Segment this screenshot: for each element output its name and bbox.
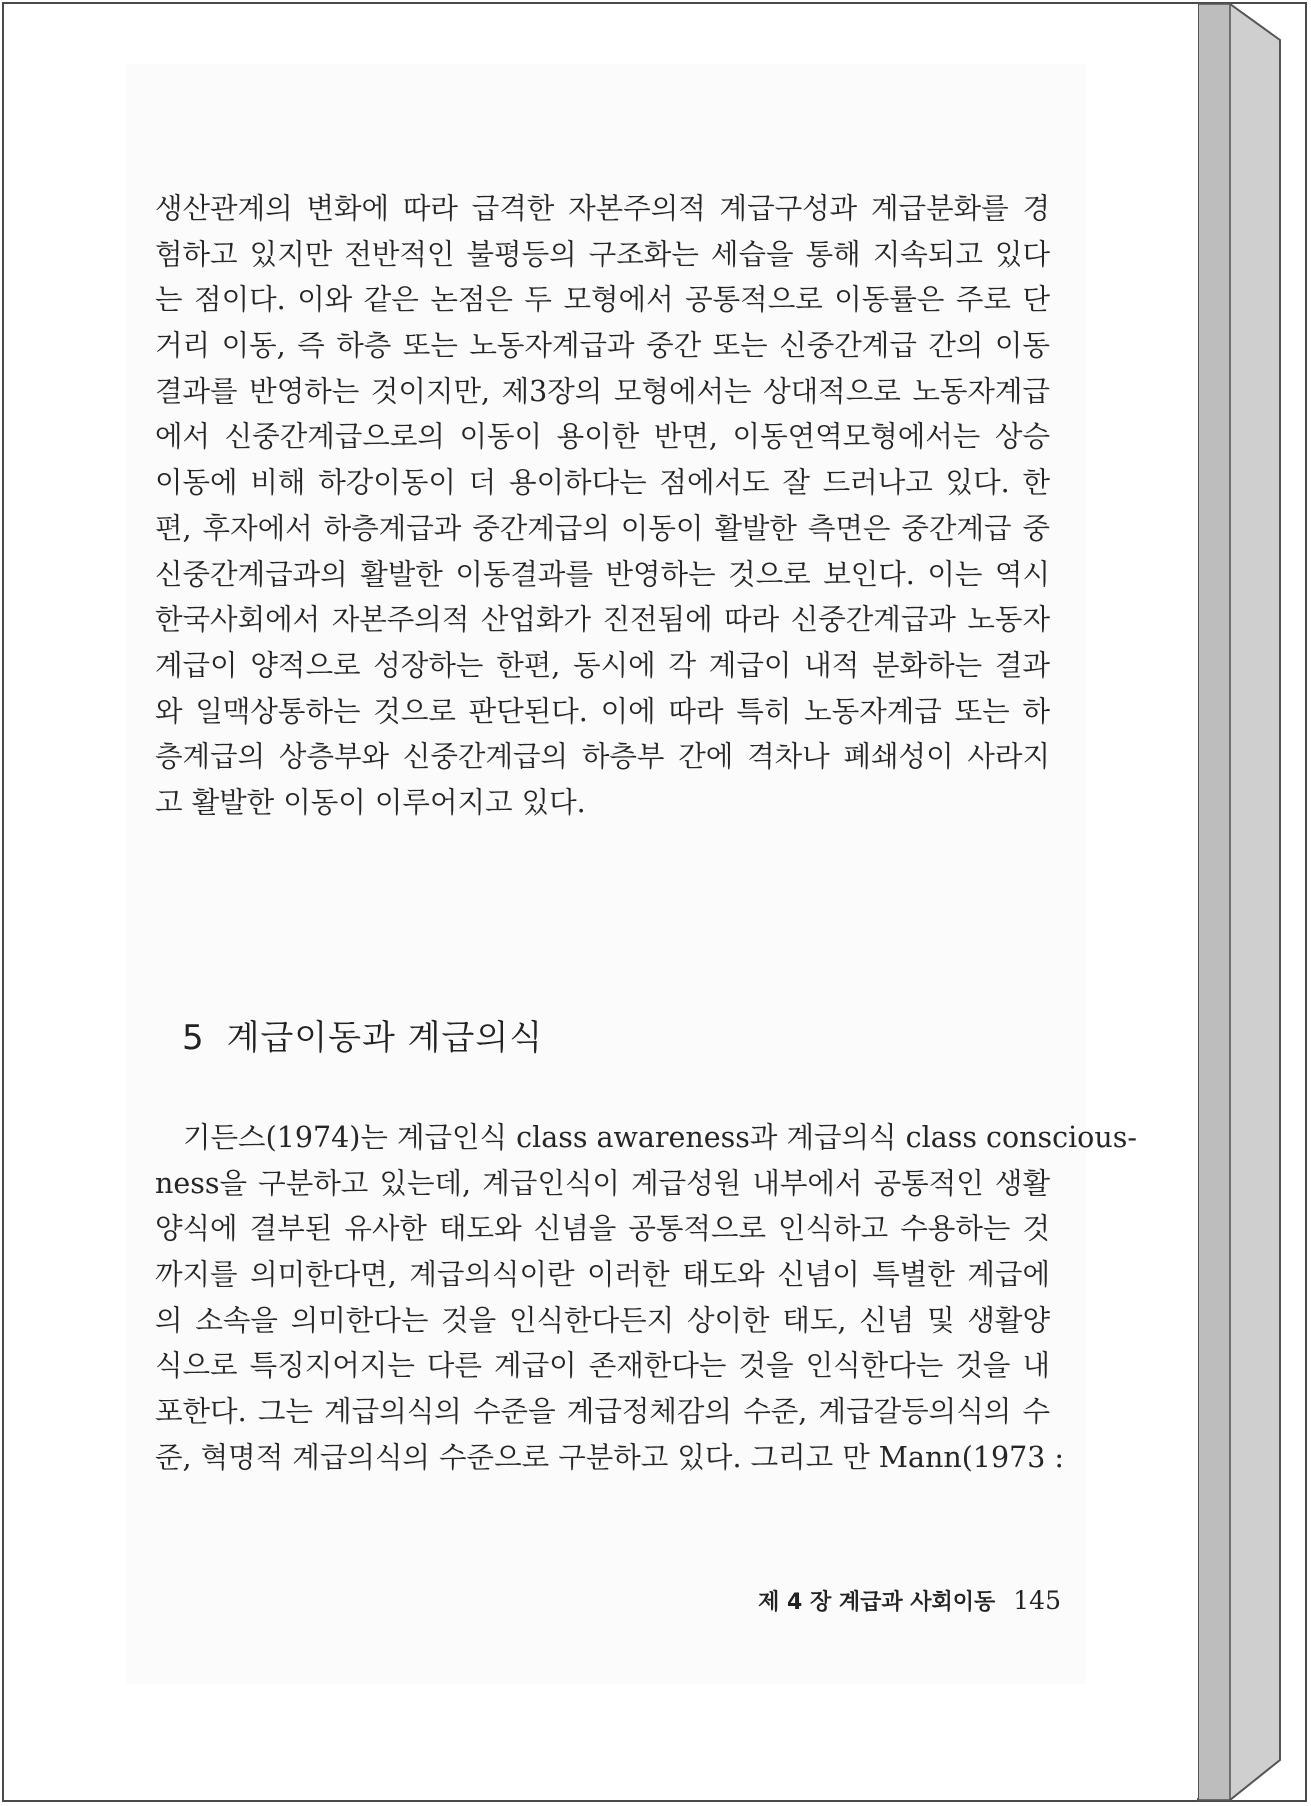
text-line: 포한다. 그는 계급의식의 수준을 계급정체감의 수준, 계급갈등의식의 수 <box>155 1395 1050 1429</box>
text-line: 고 활발한 이동이 이루어지고 있다. <box>155 785 586 819</box>
text-line: 와 일맥상통하는 것으로 판단된다. 이에 따라 특히 노동자계급 또는 하 <box>155 694 1050 728</box>
text-line: 기든스(1974)는 계급인식 class awareness과 계급의식 class conscious- <box>183 1121 1137 1154</box>
section-number: 5 <box>182 1018 205 1058</box>
section-heading <box>182 1010 543 1059</box>
text-line: ness을 구분하고 있는데, 계급인식이 계급성원 내부에서 공통적인 생활 <box>155 1166 1050 1200</box>
text-line: 계급이 양적으로 성장하는 한편, 동시에 각 계급이 내적 분화하는 결과 <box>155 648 1050 682</box>
text-line: 한국사회에서 자본주의적 산업화가 진전됨에 따라 신중간계급과 노동자 <box>155 603 1050 637</box>
text-line: 거리 이동, 즉 하층 또는 노동자계급과 중간 또는 신중간계급 간의 이동 <box>155 329 1050 363</box>
text-line: 층계급의 상층부와 신중간계급의 하층부 간에 격차나 폐쇄성이 사라지 <box>155 740 1050 774</box>
text-line: 식으로 특징지어지는 다른 계급이 존재한다는 것을 인식한다는 것을 내 <box>155 1349 1050 1383</box>
text-line: 험하고 있지만 전반적인 불평등의 구조화는 세습을 통해 지속되고 있다 <box>155 237 1050 271</box>
text-line: 양식에 결부된 유사한 태도와 신념을 공통적으로 인식하고 수용하는 것 <box>155 1212 1050 1246</box>
text-line: 의 소속을 의미한다는 것을 인식한다든지 상이한 태도, 신념 및 생활양 <box>155 1303 1050 1337</box>
body-paragraph-2 <box>155 1115 1137 1481</box>
page-number: 145 <box>1013 1586 1061 1615</box>
page-footer <box>758 1585 1061 1616</box>
text-line: 에서 신중간계급으로의 이동이 용이한 반면, 이동연역모형에서는 상승 <box>155 420 1050 454</box>
text-line: 이동에 비해 하강이동이 더 용이하다는 점에서도 잘 드러나고 있다. 한 <box>155 466 1050 500</box>
text-line: 는 점이다. 이와 같은 논점은 두 모형에서 공통적으로 이동률은 주로 단 <box>155 283 1050 317</box>
body-paragraph-1 <box>155 186 1050 826</box>
text-line: 준, 혁명적 계급의식의 수준으로 구분하고 있다. 그리고 만 Mann(1973 : <box>155 1440 1065 1474</box>
text-line: 편, 후자에서 하층계급과 중간계급의 이동이 활발한 측면은 중간계급 중 <box>155 511 1050 545</box>
text-line: 생산관계의 변화에 따라 급격한 자본주의적 계급구성과 계급분화를 경 <box>155 192 1050 225</box>
chapter-running-title: 제 4 장 계급과 사회이동 <box>758 1590 996 1615</box>
text-line: 신중간계급과의 활발한 이동결과를 반영하는 것으로 보인다. 이는 역시 <box>155 557 1050 591</box>
text-line: 까지를 의미한다면, 계급의식이란 이러한 태도와 신념이 특별한 계급에 <box>155 1258 1050 1292</box>
section-title: 계급이동과 계급의식 <box>226 1018 544 1058</box>
text-line: 결과를 반영하는 것이지만, 제3장의 모형에서는 상대적으로 노동자계급 <box>155 374 1050 408</box>
